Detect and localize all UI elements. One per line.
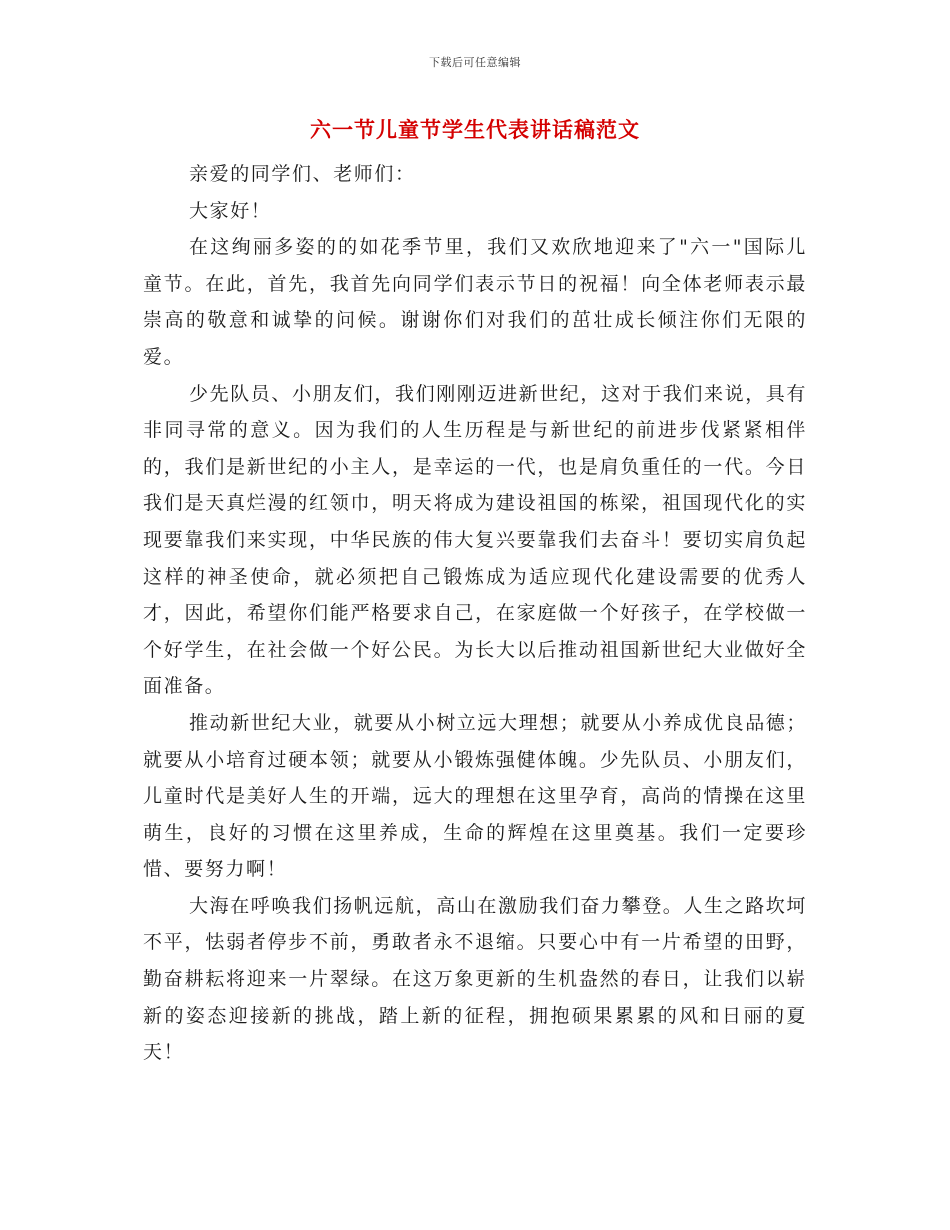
closing-paragraph: 大海在呼唤我们扬帆远航，高山在激励我们奋力攀登。人生之路坎坷不平，怯弱者停步不前，勇敢者永不退缩。只要心中有一片希望的田野，勤奋耕耘将迎来一片翠绿。在这万象更新的生机盎然的春日，让我们以崭新的姿态迎接新的挑战，踏上新的征程，拥抱硕果累累的风和日丽的夏天！ <box>143 894 808 1064</box>
body-paragraph: 少先队员、小朋友们，我们刚刚迈进新世纪，这对于我们来说，具有非同寻常的意义。因为我们的人生历程是与新世纪的前进步伐紧紧相伴的，我们是新世纪的小主人，是幸运的一代，也是肩负重任的一代。今日我们是天真烂漫的红领巾，明天将成为建设祖国的栋梁，祖国现代化的实现要靠我们来实现，中华民族的伟大复兴要靠我们去奋斗！要切实肩负起这样的神圣使命，就必须把自己锻炼成为适应现代化建设需要的优秀人才，因此，希望你们能严格要求自己，在家庭做一个好孩子，在学校做一个好学生，在社会做一个好公民。为长大以后推动祖国新世纪大业做好全面准备。 <box>143 382 808 698</box>
body-paragraph: 推动新世纪大业，就要从小树立远大理想；就要从小养成优良品德；就要从小培育过硬本领；就要从小锻炼强健体魄。少先队员、小朋友们，儿童时代是美好人生的开端，远大的理想在这里孕育，高尚的情操在这里萌生，良好的习惯在这里养成，生命的辉煌在这里奠基。我们一定要珍惜、要努力啊！ <box>143 711 808 881</box>
document-title: 六一节儿童节学生代表讲话稿范文 <box>310 118 640 142</box>
body-paragraph: 在这绚丽多姿的的如花季节里，我们又欢欣地迎来了"六一"国际儿童节。在此，首先，我首先向同学们表示节日的祝福！向全体老师表示最崇高的敬意和诚挚的问候。谢谢你们对我们的茁壮成长倾注你们无限的爱。 <box>143 236 807 368</box>
greeting-paragraph: 大家好！ <box>189 199 272 222</box>
speech-body <box>143 156 807 1071</box>
salutation-paragraph: 亲爱的同学们、老师们： <box>189 163 416 185</box>
header-note: 下载后可任意编辑 <box>429 56 521 69</box>
